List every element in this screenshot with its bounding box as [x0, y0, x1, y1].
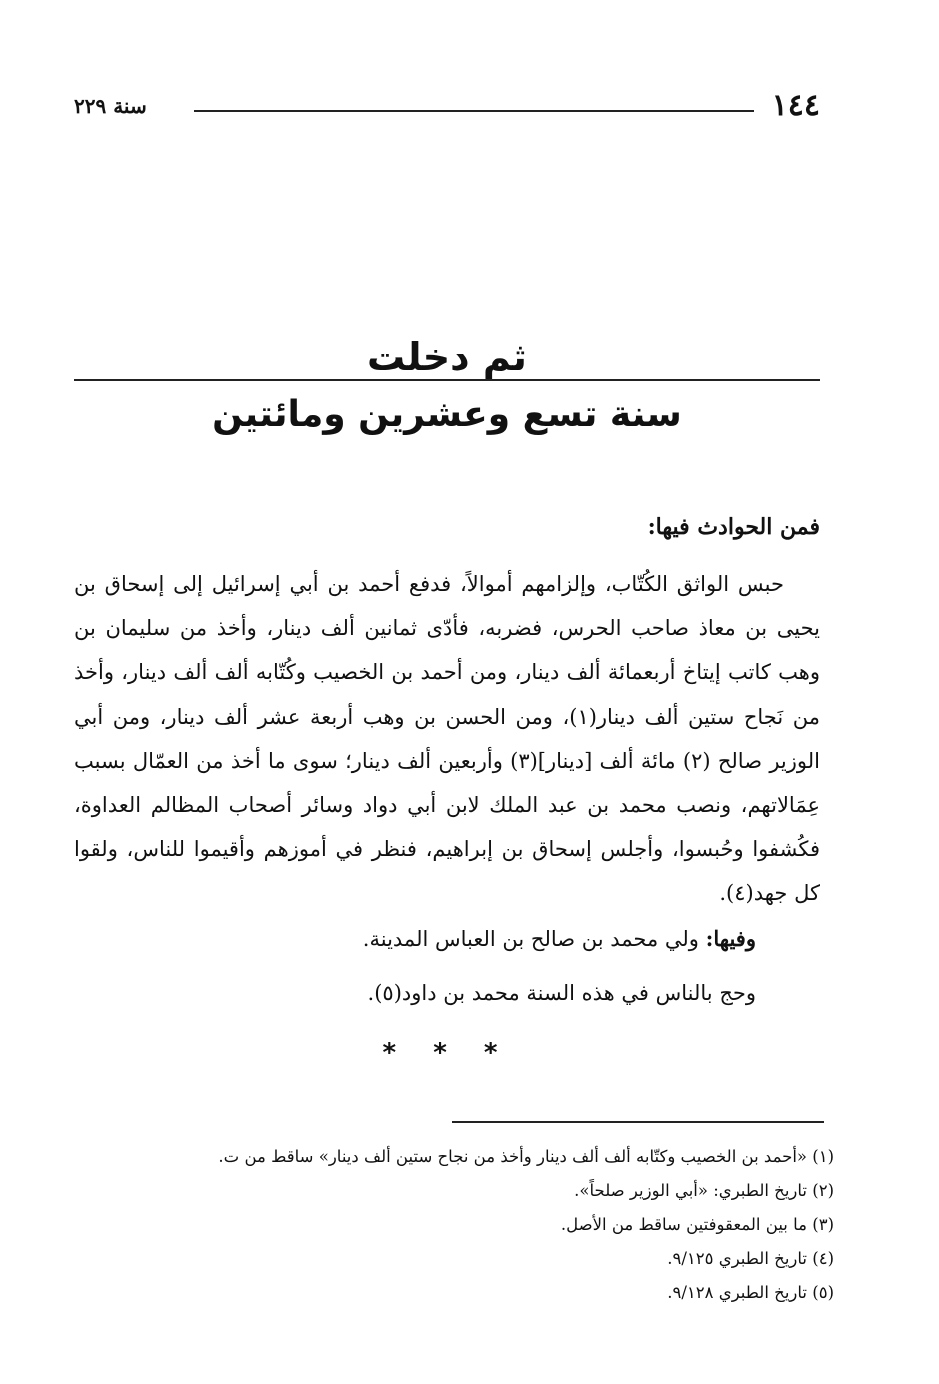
running-header: [74, 88, 820, 124]
chapter-title: سنة تسع وعشرين ومائتين: [212, 394, 682, 435]
running-title: سنة ٢٢٩: [74, 94, 147, 118]
section-heading: فمن الحوادث فيها:: [647, 514, 820, 540]
footnote: (٥) تاريخ الطبري ٩/١٢٨.: [667, 1283, 834, 1302]
footnote-rule: [452, 1121, 824, 1123]
footnote: (١) «أحمد بن الخصيب وكتّابه ألف ألف دينار وأخذ من نجاح ستين ألف دينار» ساقط من ت.: [218, 1147, 834, 1166]
sub-paragraph-lead: وفيها:: [705, 926, 756, 951]
chapter-kicker: ثم دخلت: [367, 335, 527, 379]
main-paragraph-text: حبس الواثق الكُتّاب، وإلزامهم أموالاً، فدفع أحمد بن أبي إسرائيل إلى إسحاق بن يحيى بن معاذ صاحب الحرس، فضربه، فأدّى ثمانين ألف دينار، وأخذ من سليمان بن وهب كاتب إيتاخ أربعمائة ألف دينار، ومن أحمد بن الخصيب وكُتّابه ألف ألف دينار، وأخذ من نَجاح ستين ألف دينار(١)، ومن الحسن بن وهب أربعة عشر ألف دينار، ومن أبي الوزير صالح (٢) مائة ألف [دينار](٣) وأربعين ألف دينار؛ سوى ما أخذ من العمّال بسبب عِمَالاتهم، ونصب محمد بن عبد الملك لابن أبي دواد وسائر أصحاب المظالم العداوة، فكُشفوا وحُبسوا، وأجلس إسحاق بن إبراهيم، فنظر في أموزهم وأقيموا للناس، ولقوا كل جهد(٤).: [74, 572, 820, 906]
section-separator: * * *: [382, 1038, 512, 1068]
footnote: (٣) ما بين المعقوفتين ساقط من الأصل.: [560, 1215, 834, 1234]
footnote: (٤) تاريخ الطبري ٩/١٢٥.: [667, 1249, 834, 1268]
footnote: (٢) تاريخ الطبري: «أبي الوزير صلحاً».: [574, 1181, 834, 1200]
header-rule: [194, 110, 754, 112]
sub-paragraph-governor: [74, 924, 756, 954]
page-number: ١٤٤: [771, 88, 820, 123]
title-rule: [74, 379, 820, 381]
sub-paragraph-hajj: وحج بالناس في هذه السنة محمد بن داود(٥).: [367, 981, 756, 1005]
footnotes: [74, 1140, 834, 1310]
section-heading-container: [74, 512, 820, 542]
main-paragraph: [74, 562, 820, 916]
sub-paragraph-text: ولي محمد بن صالح بن العباس المدينة.: [362, 927, 706, 951]
